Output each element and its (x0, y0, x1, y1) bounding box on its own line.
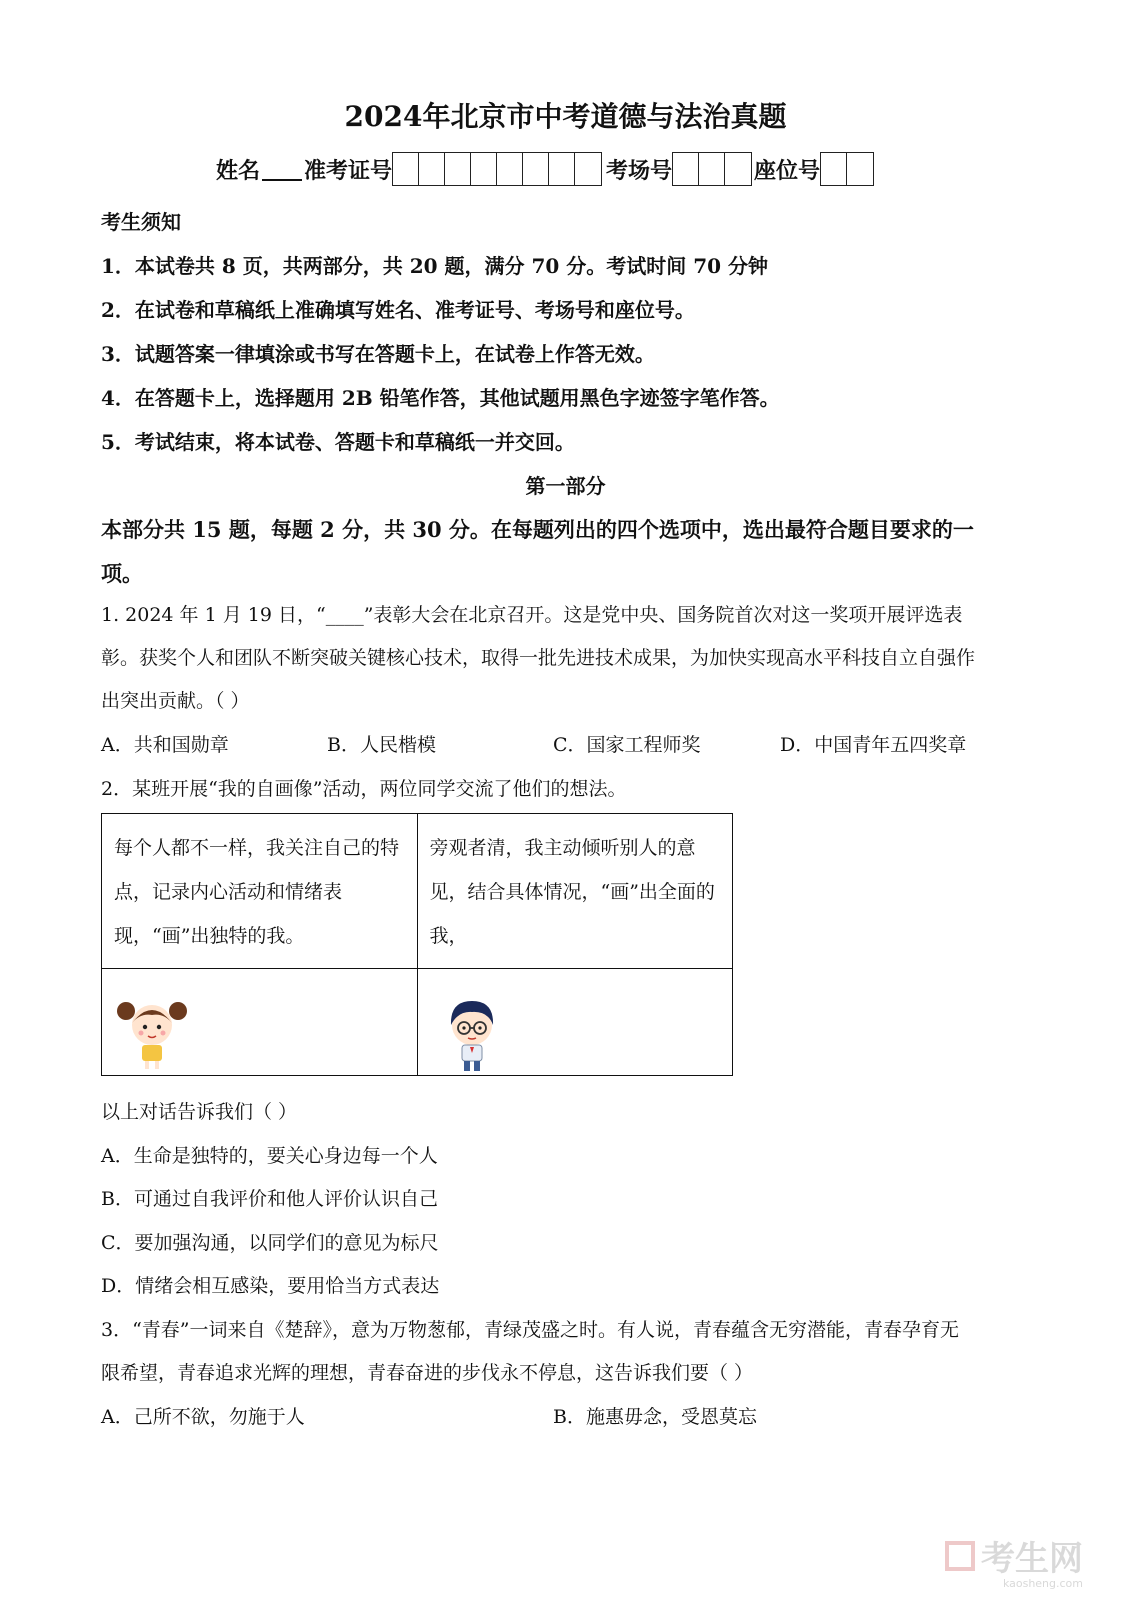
candidate-info-row (216, 152, 874, 186)
watermark-logo-icon (945, 1541, 975, 1571)
boy-cell (417, 969, 733, 1076)
girl-cell (102, 969, 418, 1076)
notice-item: 5．考试结束，将本试卷、答题卡和草稿纸一并交回。 (101, 430, 575, 454)
q2-option-a[interactable]: A．生命是独特的，要关心身边每一个人 (101, 1145, 438, 1167)
q2-stem: 2．某班开展“我的自画像”活动，两位同学交流了他们的想法。 (101, 778, 627, 800)
room-label: 考场号 (606, 157, 673, 184)
page-title: 2024年北京市中考道德与法治真题 (344, 100, 787, 133)
watermark-text: 考生网 (981, 1539, 1083, 1579)
exam-id-boxes[interactable] (392, 152, 602, 186)
watermark (945, 1531, 1083, 1580)
notice-heading: 考生须知 (101, 210, 181, 234)
q3-option-a[interactable]: A．己所不欲，勿施于人 (101, 1406, 305, 1428)
girl-speech: 每个人都不一样，我关注自己的特点，记录内心活动和情绪表现，“画”出独特的我。 (102, 814, 418, 969)
part-instructions-cont: 项。 (101, 561, 143, 586)
q1-stem: 1. 2024 年 1 月 19 日，“____”表彰大会在北京召开。这是党中央、国务院首次对这一奖项开展评选表 (101, 604, 963, 626)
q2-question: 以上对话告诉我们（ ） (101, 1101, 298, 1123)
q1-option-b[interactable]: B．人民楷模 (327, 734, 436, 756)
q1-option-c[interactable]: C．国家工程师奖 (553, 734, 701, 756)
q2-option-d[interactable]: D．情绪会相互感染，要用恰当方式表达 (101, 1275, 440, 1297)
exam-id-label: 准考证号 (304, 157, 393, 184)
q2-option-c[interactable]: C．要加强沟通，以同学们的意见为标尺 (101, 1232, 439, 1254)
q3-option-b[interactable]: B．施惠毋念，受恩莫忘 (553, 1406, 757, 1428)
room-boxes[interactable] (672, 152, 752, 186)
boy-speech: 旁观者清，我主动倾听别人的意见，结合具体情况，“画”出全面的我， (417, 814, 733, 969)
seat-boxes[interactable] (820, 152, 874, 186)
q1-stem-cont: 出突出贡献。（ ） (101, 690, 250, 712)
q3-stem: 3．“青春”一词来自《楚辞》，意为万物葱郁，青绿茂盛之时。有人说，青春蕴含无穷潜能，青春孕育无 (101, 1319, 960, 1341)
seat-label: 座位号 (754, 157, 821, 184)
q1-option-a[interactable]: A．共和国勋章 (101, 734, 229, 756)
q2-option-b[interactable]: B．可通过自我评价和他人评价认识自己 (101, 1188, 438, 1210)
notice-item: 1．本试卷共 8 页，共两部分，共 20 题，满分 70 分。考试时间 70 分钟 (101, 254, 769, 278)
notice-item: 2．在试卷和草稿纸上准确填写姓名、准考证号、考场号和座位号。 (101, 298, 695, 322)
q2-dialog-table (101, 813, 733, 1076)
part-heading: 第一部分 (525, 474, 606, 498)
q1-stem-cont: 彰。获奖个人和团队不断突破关键核心技术，取得一批先进技术成果，为加快实现高水平科技自立自强作 (101, 647, 976, 669)
part-instructions: 本部分共 15 题，每题 2 分，共 30 分。在每题列出的四个选项中，选出最符合题目要求的一 (101, 517, 974, 542)
notice-item: 3．试题答案一律填涂或书写在答题卡上，在试卷上作答无效。 (101, 342, 655, 366)
girl-cartoon-icon (112, 995, 192, 1075)
boy-cartoon-icon (432, 995, 512, 1079)
q3-stem-cont: 限希望，青春追求光辉的理想，青春奋进的步伐永不停息，这告诉我们要（ ） (101, 1362, 754, 1384)
q1-option-d[interactable]: D．中国青年五四奖章 (780, 734, 967, 756)
name-label: 姓名 (216, 157, 261, 184)
notice-item: 4．在答题卡上，选择题用 2B 铅笔作答，其他试题用黑色字迹签字笔作答。 (101, 386, 780, 410)
name-blank[interactable] (262, 157, 302, 181)
watermark-domain: kaosheng.com (1002, 1577, 1083, 1590)
